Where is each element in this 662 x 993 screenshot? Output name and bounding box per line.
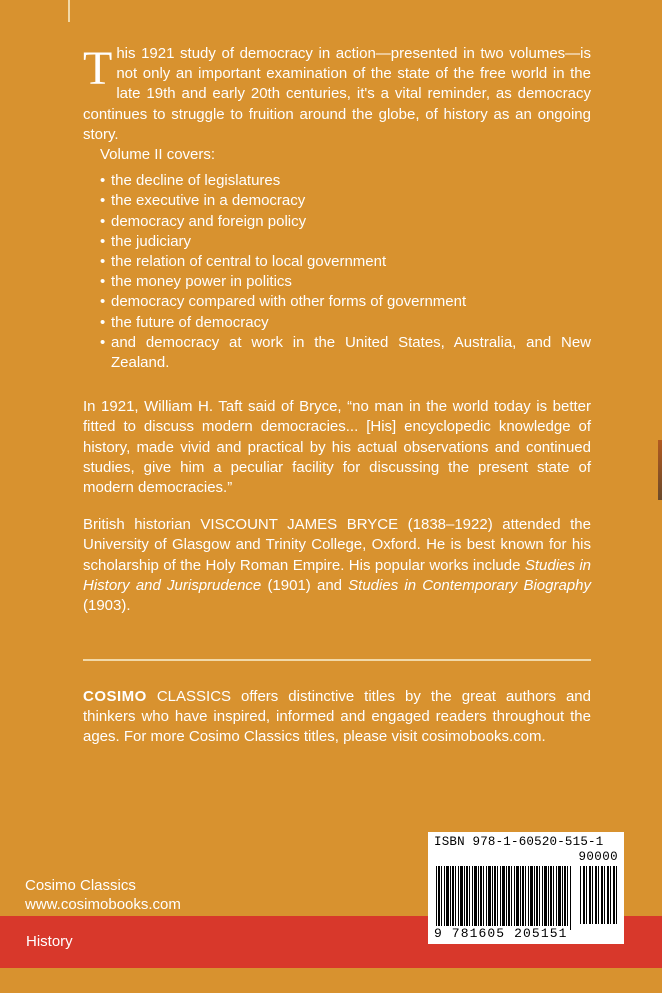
- publisher-promo: [83, 687, 591, 748]
- bio-title: Studies in Contemporary Biography: [348, 576, 591, 594]
- promo-text: CLASSICS offers distinctive titles by the great authors and thinkers who have inspired, informed and engaged readers throughout the ages. For more Cosimo Classics titles, please visit cosimobooks.com.: [83, 688, 591, 746]
- list-item: • the decline of legislatures: [100, 171, 591, 191]
- bio-title: Studies in History and Jurisprudence: [83, 556, 592, 594]
- volume-heading: Volume II covers:: [100, 146, 216, 164]
- publisher-url: www.cosimobooks.com: [25, 896, 181, 913]
- barcode-digits: 9 781605 205151: [434, 926, 568, 941]
- publisher-name: Cosimo Classics: [25, 877, 136, 894]
- topic-list: [100, 171, 591, 373]
- taft-quote: In 1921, William H. Taft said of Bryce, “no man in the world today is better fitted to discuss modern democracies... [His] encyclopedic knowledge of history, made vivid and practical by his actual observations and continued studies, give him a peculiar facility for discussing the present state of modern democracies.”: [83, 398, 591, 497]
- brand-name: COSIMO: [83, 688, 147, 705]
- publisher-info: [25, 876, 181, 914]
- genre-label: History: [26, 933, 73, 950]
- barcode-bars: [436, 866, 572, 930]
- top-left-rule: [68, 0, 70, 22]
- price-code: 90000: [578, 850, 618, 864]
- spine-edge-mark: [658, 440, 662, 500]
- bio-text: (1903).: [83, 597, 131, 615]
- bio-text: British historian VISCOUNT JAMES BRYCE (1838–1922) attended the University of Glasgow and Trinity College, Oxford. He is best known for his scholarship of the Holy Roman Empire. His popular works include: [83, 516, 591, 574]
- list-item: • democracy compared with other forms of government: [100, 292, 591, 312]
- list-item: • the executive in a democracy: [100, 191, 591, 211]
- section-divider: [83, 659, 591, 661]
- list-item: • democracy and foreign policy: [100, 212, 591, 232]
- list-item: • and democracy at work in the United States, Australia, and New Zealand.: [100, 333, 591, 373]
- isbn-text: ISBN 978-1-60520-515-1: [434, 835, 604, 849]
- list-item: • the money power in politics: [100, 272, 591, 292]
- list-item: • the judiciary: [100, 232, 591, 252]
- intro-text: his 1921 study of democracy in action—presented in two volumes—is not only an important examination of the state of the free world in the late 19th and early 20th centuries, it's a vital reminder, as democracy continues to struggle to fruition around the globe, of history as an ongoing story.: [83, 45, 591, 143]
- author-bio: [83, 515, 591, 616]
- drop-cap: T: [83, 42, 113, 95]
- isbn-barcode: [428, 832, 624, 944]
- bio-text: (1901) and: [261, 576, 349, 594]
- back-cover-text: [83, 44, 591, 616]
- list-item: • the relation of central to local government: [100, 252, 591, 272]
- list-item: • the future of democracy: [100, 313, 591, 333]
- barcode-addon-bars: [580, 866, 618, 924]
- intro-paragraph: [83, 44, 591, 145]
